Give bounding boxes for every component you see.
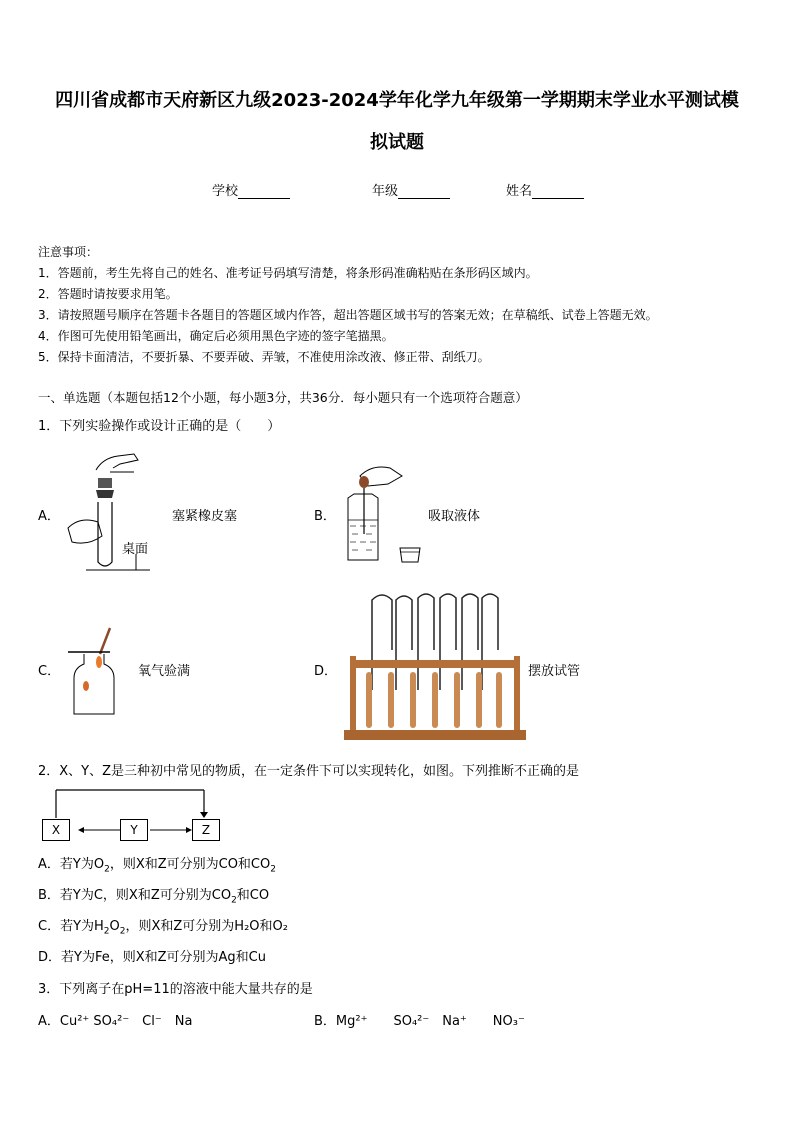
desk-label: 桌面 bbox=[122, 542, 149, 557]
option-a-letter: A． bbox=[38, 509, 60, 524]
option-a-label: 塞紧橡皮塞 bbox=[172, 509, 238, 524]
section-heading: 一、单选题（本题包括12个小题，每小题3分，共36分．每小题只有一个选项符合题意） bbox=[38, 390, 528, 405]
grade-field bbox=[372, 180, 450, 199]
name-field bbox=[506, 180, 584, 199]
oxygen-test-figure bbox=[66, 624, 122, 720]
name-label: 姓名 bbox=[506, 184, 533, 199]
note-item: 5．保持卡面清洁，不要折暴、不要弄破、弄皱，不准使用涂改液、修正带、刮纸刀。 bbox=[38, 350, 490, 364]
q2-option-c: C．若Y为$H_2O_2$，则X和Z可分别为H₂O和O₂ bbox=[38, 919, 288, 937]
box-x: X bbox=[42, 819, 70, 841]
q3-option-b: B．Mg²⁺ SO₄²⁻ Na⁺ NO₃⁻ bbox=[314, 1014, 525, 1029]
note-item: 3．请按照题号顺序在答题卡各题目的答题区域内作答，超出答题区域书写的答案无效；在草稿纸、试卷上答题无效。 bbox=[38, 308, 658, 322]
page-title-line1: 四川省成都市天府新区九级2023-2024学年化学九年级第一学期期末学业水平测试模 bbox=[55, 90, 739, 111]
option-c-label: 氧气验满 bbox=[138, 664, 191, 679]
question-3-stem: 3．下列离子在pH=11的溶液中能大量共存的是 bbox=[38, 982, 313, 997]
note-item: 1．答题前，考生先将自己的姓名、准考证号码填写清楚，将条形码准确粘贴在条形码区域内。 bbox=[38, 266, 538, 280]
q2-option-a: A．若Y为$O_2$，则X和Z可分别为CO和$CO_2$ bbox=[38, 857, 276, 875]
question-1-stem: 1．下列实验操作或设计正确的是（ ） bbox=[38, 419, 281, 434]
note-item: 2．答题时请按要求用笔。 bbox=[38, 287, 178, 301]
option-d-letter: D． bbox=[314, 664, 338, 679]
question-2-stem: 2．X、Y、Z是三种初中常见的物质，在一定条件下可以实现转化，如图。下列推断不正确的是 bbox=[38, 764, 580, 779]
stopper-test-tube-figure bbox=[58, 450, 158, 576]
dropper-bottle-figure bbox=[340, 462, 430, 570]
option-b-label: 吸取液体 bbox=[428, 509, 481, 524]
q2-option-b: B．若Y为C，则X和Z可分别为$CO_2$和CO bbox=[38, 888, 270, 906]
box-z: Z bbox=[192, 819, 220, 841]
notes-block bbox=[38, 242, 658, 368]
notes-heading: 注意事项： bbox=[38, 245, 99, 259]
box-y: Y bbox=[120, 819, 148, 841]
school-label: 学校 bbox=[212, 184, 239, 199]
note-item: 4．作图可先使用铅笔画出，确定后必须用黑色字迹的签字笔描黑。 bbox=[38, 329, 394, 343]
grade-label: 年级 bbox=[372, 184, 399, 199]
q2-option-d: D．若Y为Fe，则X和Z可分别为Ag和Cu bbox=[38, 950, 266, 965]
test-tube-rack-figure bbox=[344, 590, 526, 742]
option-c-letter: C． bbox=[38, 664, 61, 679]
option-d-label: 摆放试管 bbox=[528, 664, 581, 679]
school-field bbox=[212, 180, 290, 199]
option-b-letter: B． bbox=[314, 509, 336, 524]
page-title-line2: 拟试题 bbox=[370, 132, 424, 153]
q3-option-a: A．Cu²⁺ SO₄²⁻ Cl⁻ Na bbox=[38, 1014, 193, 1029]
